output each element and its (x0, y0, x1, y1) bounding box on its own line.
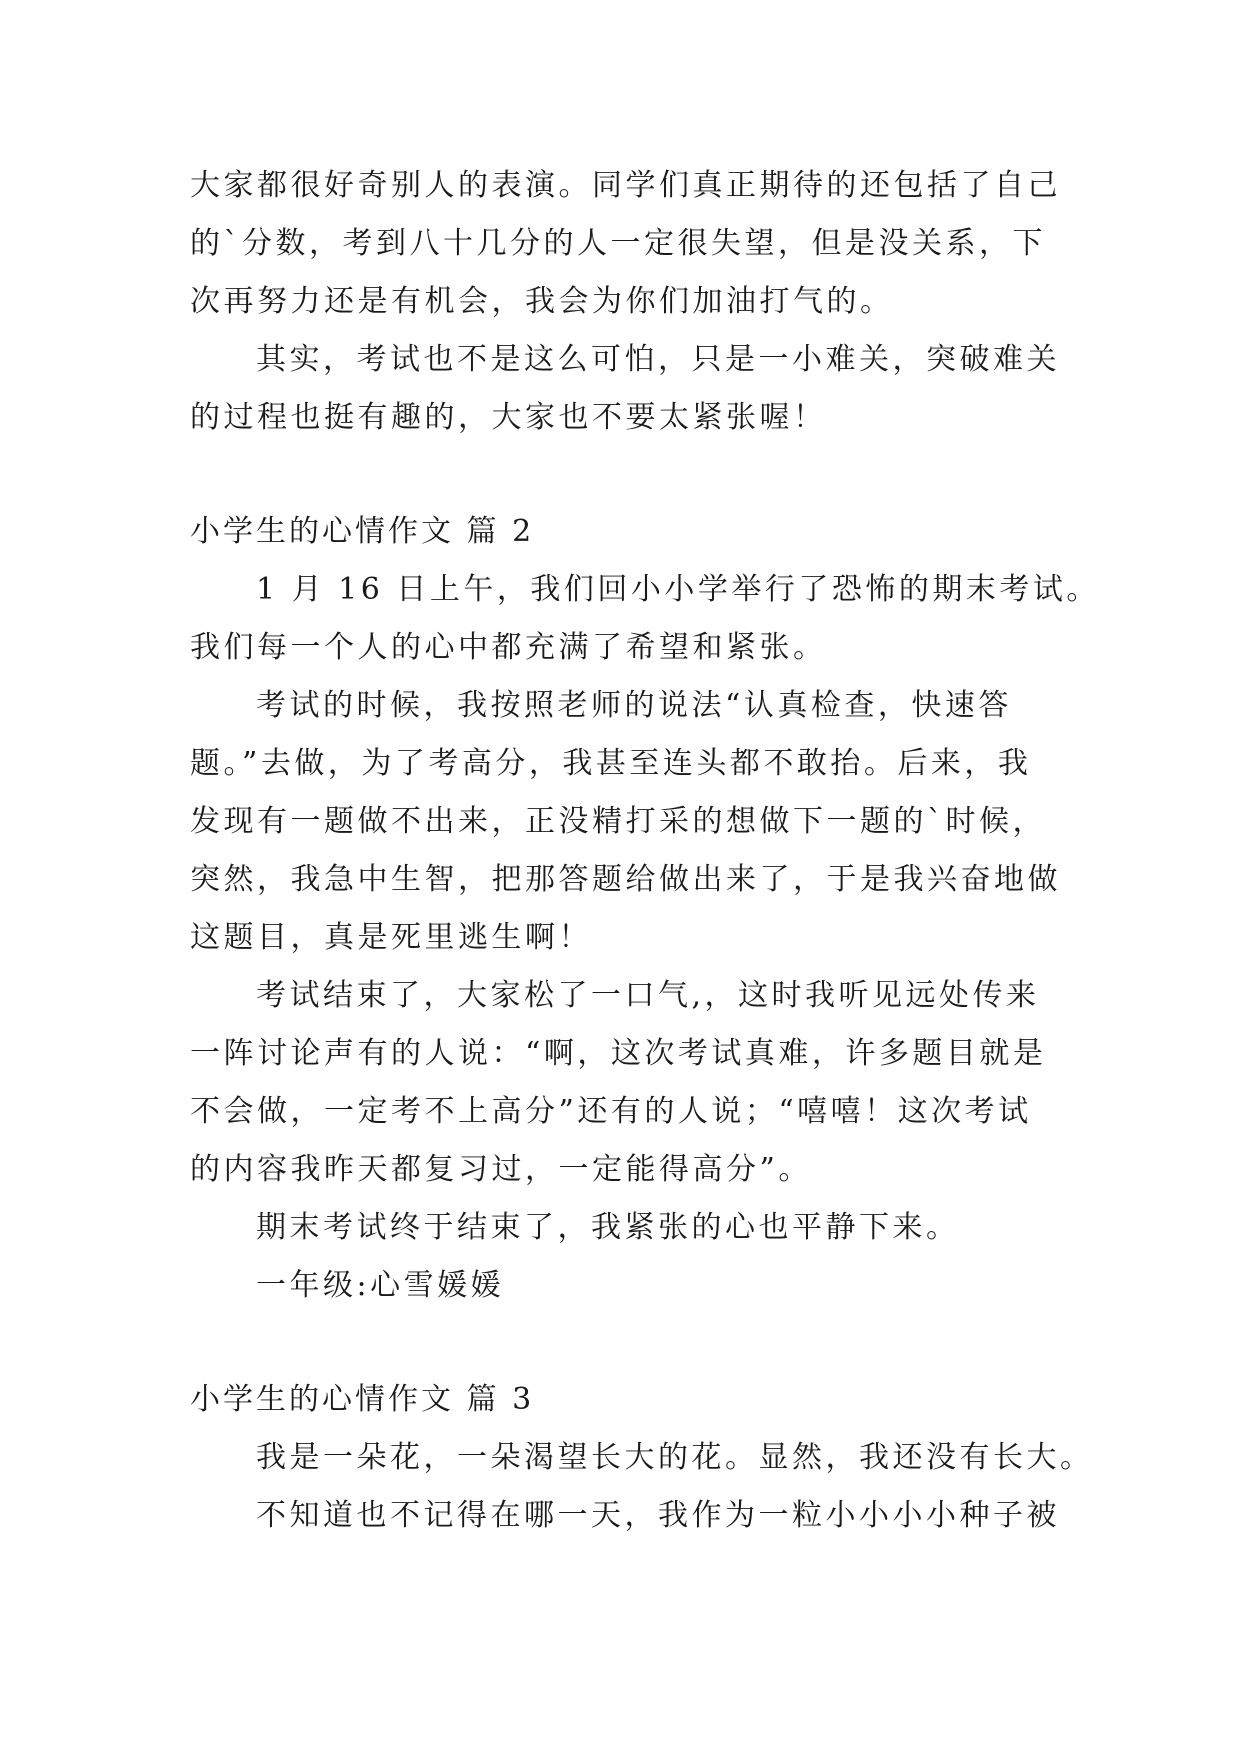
paragraph-line: 突然，我急中生智，把那答题给做出来了，于是我兴奋地做 (190, 862, 1061, 897)
paragraph-line: 1 月 16 日上午，我们回小小学举行了恐怖的期末考试。 (256, 572, 1100, 607)
paragraph-line: 期末考试终于结束了，我紧张的心也平静下来。 (256, 1210, 960, 1245)
paragraph-line: 大家都很好奇别人的表演。同学们真正期待的还包括了自己 (190, 168, 1061, 203)
paragraph-line: 的内容我昨天都复习过，一定能得高分”。 (190, 1152, 812, 1187)
paragraph-line: 考试结束了，大家松了一口气,，这时我听见远处传来 (256, 978, 1040, 1013)
paragraph-line: 这题目，真是死里逃生啊！ (190, 920, 592, 955)
paragraph-line: 发现有一题做不出来，正没精打采的想做下一题的`时候， (190, 804, 1046, 839)
paragraph-line: 其实，考试也不是这么可怕，只是一小难关，突破难关 (256, 342, 1060, 377)
essay-2 (190, 503, 1100, 1315)
paragraph-line: 我们每一个人的心中都充满了希望和紧张。 (190, 630, 827, 665)
essay-3 (190, 1371, 1094, 1545)
section-gap (190, 1315, 1050, 1371)
paragraph-line: 一阵讨论声有的人说：“啊，这次考试真难，许多题目就是 (190, 1036, 1047, 1071)
paragraph-line: 的`分数，考到八十几分的人一定很失望，但是没关系，下 (190, 226, 1046, 261)
essay-heading: 小学生的心情作文 篇 3 (190, 1382, 535, 1417)
paragraph-line: 我是一朵花，一朵渴望长大的花。显然，我还没有长大。 (256, 1440, 1094, 1475)
paragraph-line: 次再努力还是有机会，我会为你们加油打气的。 (190, 284, 894, 319)
author-line: 一年级:心雪媛媛 (256, 1268, 505, 1303)
paragraph-line: 不会做，一定考不上高分”还有的人说；“嘻嘻！这次考试 (190, 1094, 1032, 1129)
paragraph-line: 的过程也挺有趣的，大家也不要太紧张喔！ (190, 400, 827, 435)
essay-1-continuation (190, 157, 1061, 447)
document-body (190, 157, 1100, 1545)
section-gap (190, 447, 1050, 503)
paragraph-line: 不知道也不记得在哪一天，我作为一粒小小小小种子被 (256, 1498, 1060, 1533)
paragraph-line: 题。”去做，为了考高分，我甚至连头都不敢抬。后来，我 (190, 746, 1032, 781)
paragraph-line: 考试的时候，我按照老师的说法“认真检查，快速答 (256, 688, 1012, 723)
essay-heading: 小学生的心情作文 篇 2 (190, 514, 535, 549)
